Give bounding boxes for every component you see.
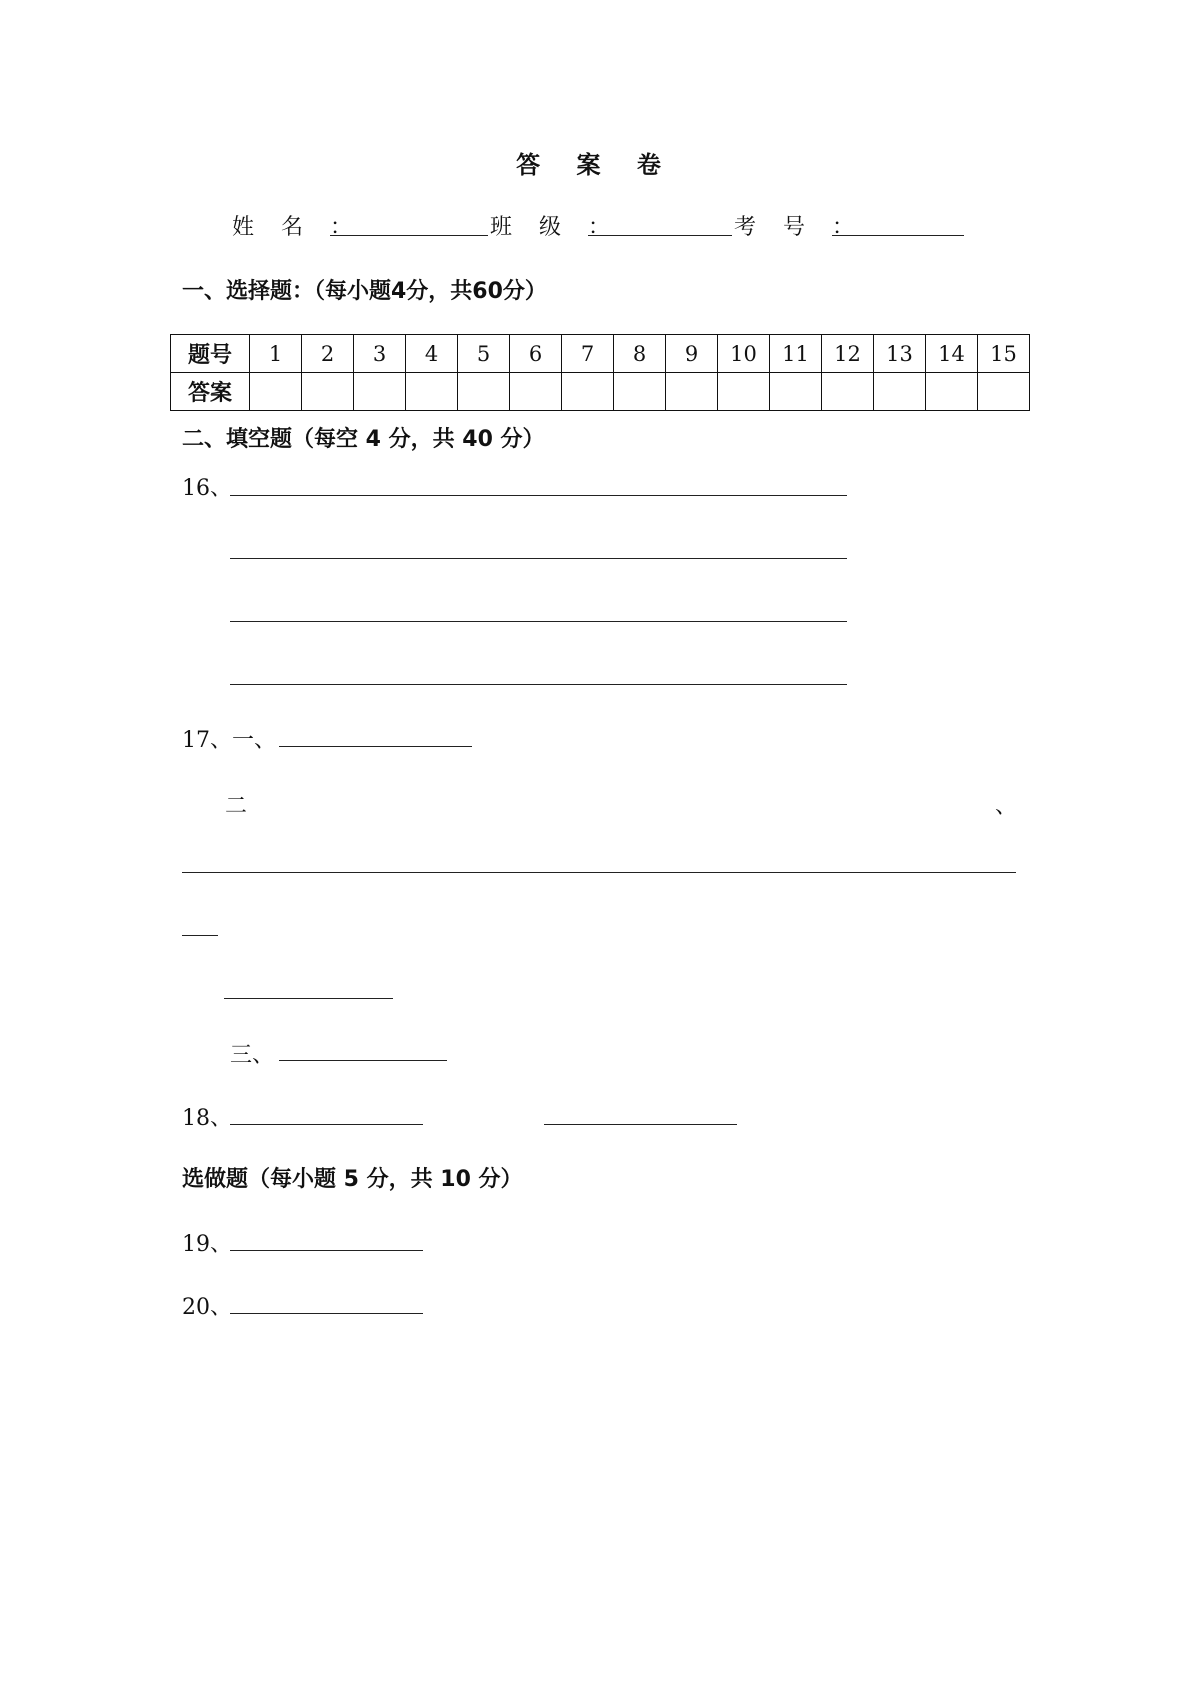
question-number: 1 [250,335,302,373]
section3-heading: 选做题（每小题 5 分，共 10 分） [182,1167,523,1192]
q19-blank[interactable] [230,1250,423,1251]
question-number: 2 [302,335,354,373]
q17-blank-2[interactable] [182,872,1016,873]
answer-cell[interactable] [510,373,562,411]
question-number: 14 [926,335,978,373]
q17-blank-4[interactable] [224,998,393,999]
answer-cell[interactable] [978,373,1030,411]
answer-cell[interactable] [406,373,458,411]
q17-part2-label: 二 [225,794,248,819]
q16-blank-4[interactable] [230,684,847,685]
q16-blank-1[interactable] [230,495,847,496]
question-number: 6 [510,335,562,373]
answer-cell[interactable] [874,373,926,411]
answer-cell[interactable] [770,373,822,411]
number-row [171,335,1030,373]
exam-id-label: 考 号 ： [734,215,864,240]
question-number: 5 [458,335,510,373]
question-number: 4 [406,335,458,373]
q20-blank[interactable] [230,1313,423,1314]
answer-cell[interactable] [822,373,874,411]
question-number: 12 [822,335,874,373]
answer-cell[interactable] [666,373,718,411]
q17-blank-1[interactable] [279,746,472,747]
answer-row [171,373,1030,411]
name-field[interactable] [330,235,488,236]
page-title: 答 案 卷 [516,150,675,179]
question-number: 15 [978,335,1030,373]
answer-cell[interactable] [458,373,510,411]
question-number: 3 [354,335,406,373]
question-number: 13 [874,335,926,373]
q17-blank-5[interactable] [279,1060,447,1061]
q17-blank-3[interactable] [182,935,218,936]
answer-cell[interactable] [562,373,614,411]
number-row-label: 题号 [171,335,250,373]
q16-blank-3[interactable] [230,621,847,622]
section1-heading: 一、选择题：（每小题4分，共60分） [182,279,547,304]
name-label: 姓 名 ： [232,215,362,240]
class-field[interactable] [588,235,732,236]
question-number: 7 [562,335,614,373]
q19-label: 19、 [182,1232,232,1257]
answer-cell[interactable] [614,373,666,411]
answer-cell[interactable] [926,373,978,411]
q17-part2-comma: 、 [995,794,1018,819]
question-number: 8 [614,335,666,373]
exam-id-field[interactable] [832,235,964,236]
q18-blank-2[interactable] [544,1124,737,1125]
class-label: 班 级 ： [490,215,620,240]
answer-cell[interactable] [250,373,302,411]
q16-blank-2[interactable] [230,558,847,559]
section2-heading: 二、填空题（每空 4 分，共 40 分） [182,427,545,452]
question-number: 10 [718,335,770,373]
answer-cell[interactable] [354,373,406,411]
q17-label: 17、一、 [182,728,276,753]
answer-cell[interactable] [302,373,354,411]
answer-row-label: 答案 [171,373,250,411]
q18-blank-1[interactable] [230,1124,423,1125]
answer-grid [170,334,1030,411]
q18-label: 18、 [182,1106,232,1131]
q20-label: 20、 [182,1295,232,1320]
question-number: 9 [666,335,718,373]
q17-part3-label: 三、 [230,1043,275,1068]
q16-label: 16、 [182,476,232,501]
question-number: 11 [770,335,822,373]
answer-cell[interactable] [718,373,770,411]
